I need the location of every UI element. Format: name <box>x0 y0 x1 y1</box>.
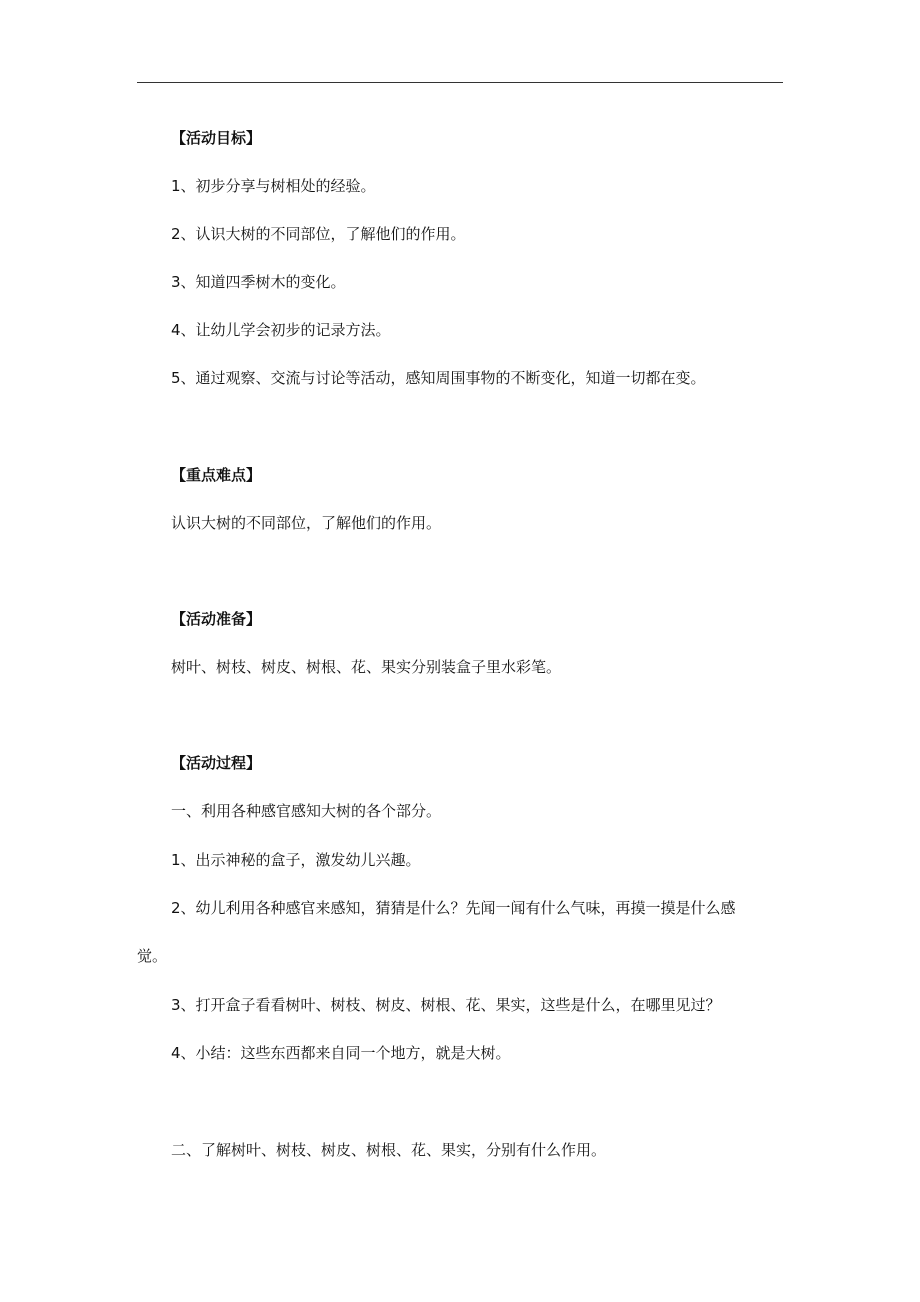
process-step1-item-3: 3、打开盒子看看树叶、树枝、树皮、树根、花、果实，这些是什么，在哪里见过？ <box>171 996 721 1014</box>
process-heading: 【活动过程】 <box>171 754 262 772</box>
process-step1-item-1: 1、出示神秘的盒子，激发幼儿兴趣。 <box>171 851 421 869</box>
goal-item-4: 4、让幼儿学会初步的记录方法。 <box>171 321 391 339</box>
goal-item-2: 2、认识大树的不同部位，了解他们的作用。 <box>171 225 466 243</box>
key-points-text: 认识大树的不同部位，了解他们的作用。 <box>171 514 442 532</box>
process-step1-item-4: 4、小结：这些东西都来自同一个地方，就是大树。 <box>171 1044 511 1062</box>
goal-item-3: 3、知道四季树木的变化。 <box>171 273 346 291</box>
process-step2-title: 二、了解树叶、树枝、树皮、树根、花、果实，分别有什么作用。 <box>171 1141 607 1159</box>
process-step1-title: 一、利用各种感官感知大树的各个部分。 <box>171 802 442 820</box>
process-step1-item-2: 2、幼儿利用各种感官来感知，猜猜是什么？先闻一闻有什么气味，再摸一摸是什么感 <box>171 899 736 917</box>
header-rule <box>137 82 783 83</box>
process-step1-item-2-continued: 觉。 <box>137 947 168 965</box>
goal-item-1: 1、初步分享与树相处的经验。 <box>171 177 376 195</box>
key-points-heading: 【重点难点】 <box>171 466 262 484</box>
goal-item-5: 5、通过观察、交流与讨论等活动，感知周围事物的不断变化，知道一切都在变。 <box>171 369 706 387</box>
preparation-heading: 【活动准备】 <box>171 610 262 628</box>
goals-heading: 【活动目标】 <box>171 129 262 147</box>
preparation-text: 树叶、树枝、树皮、树根、花、果实分别装盒子里水彩笔。 <box>171 658 562 676</box>
